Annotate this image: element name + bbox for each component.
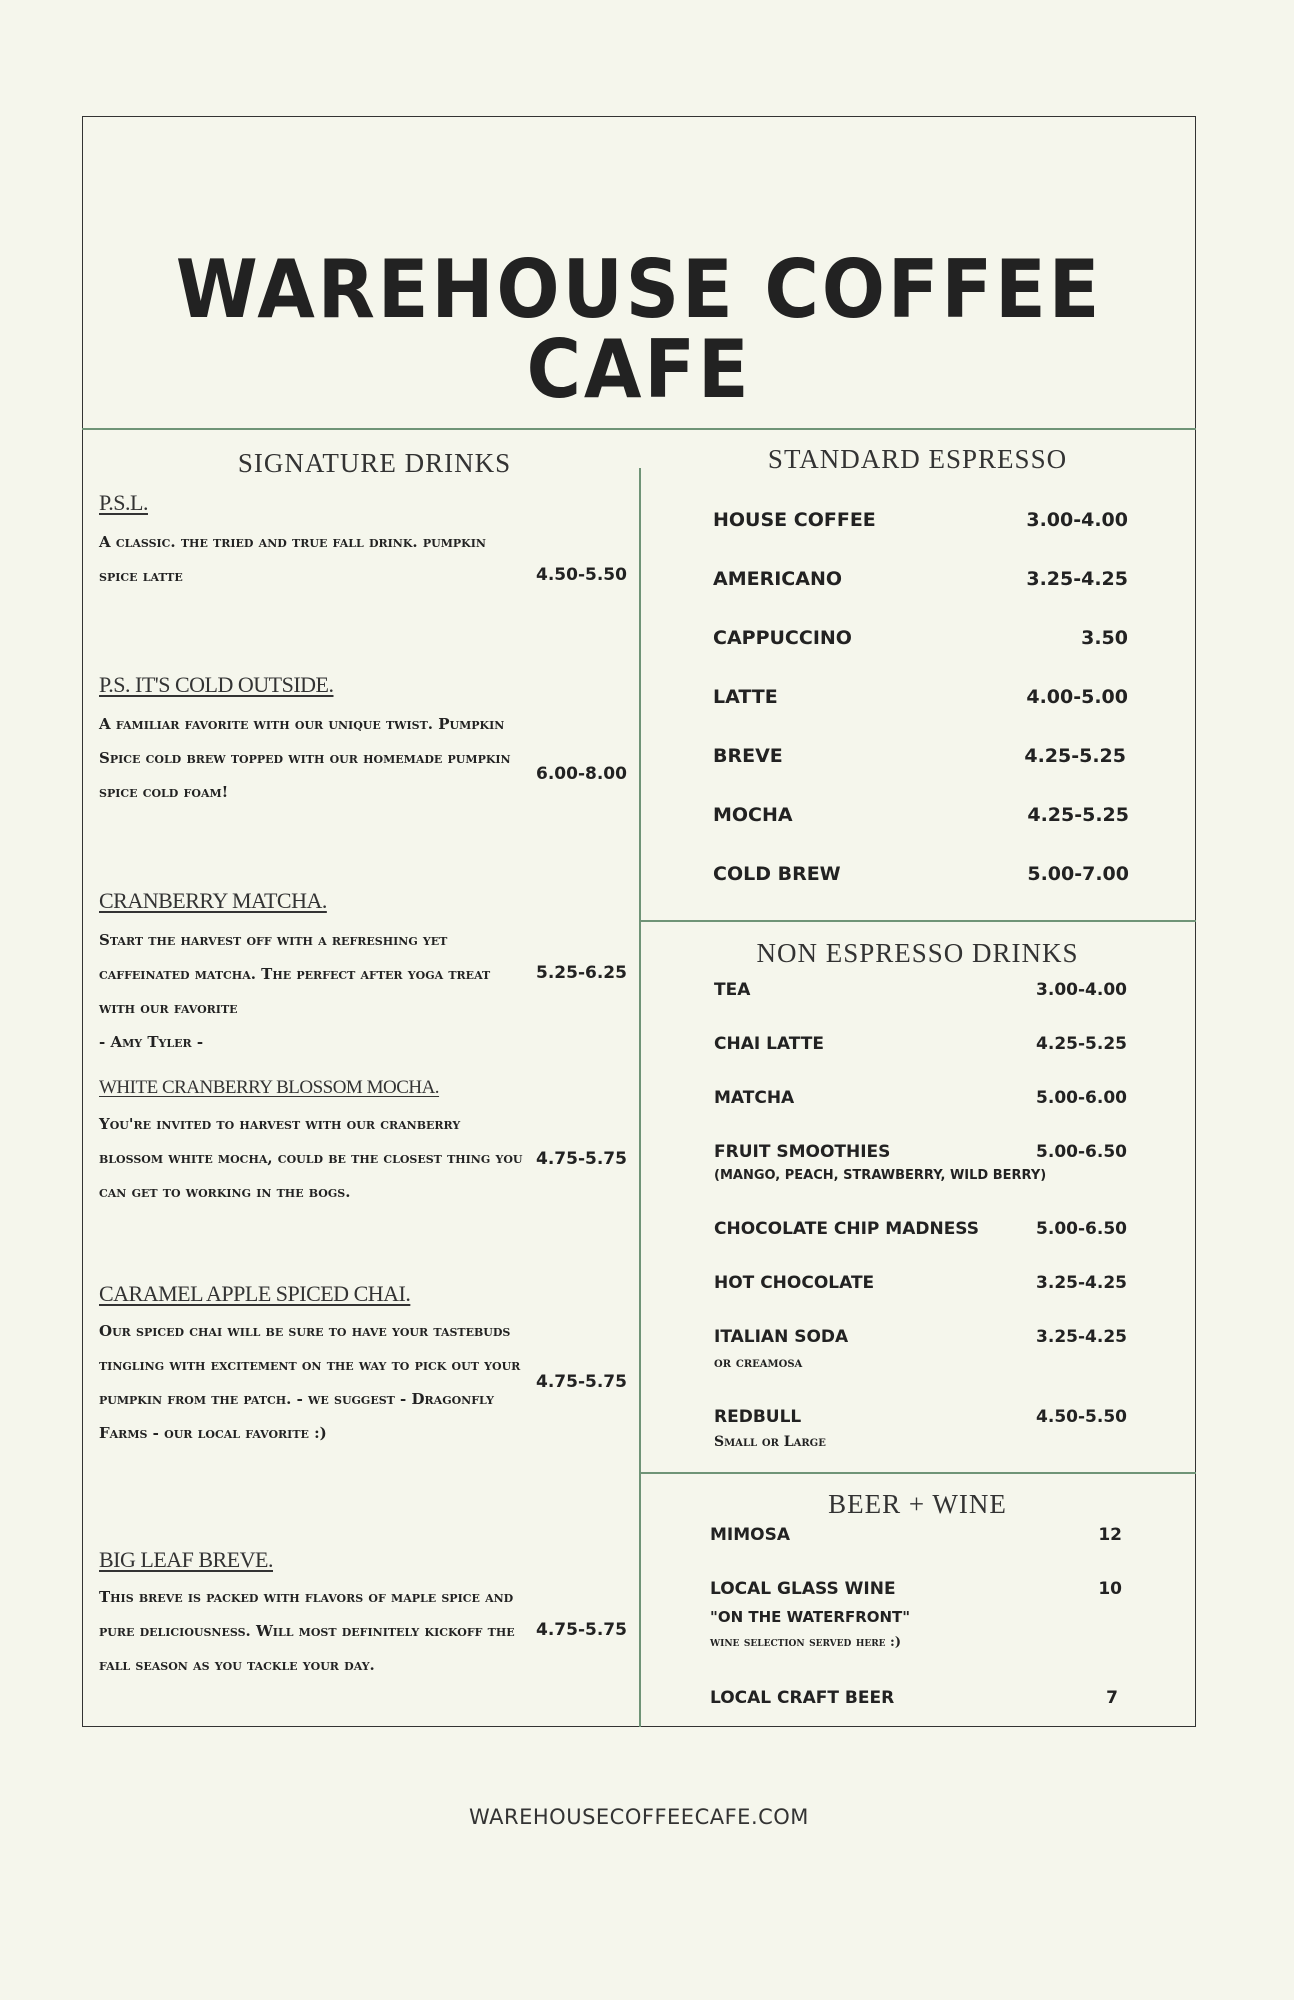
- sig-item-name: CARAMEL APPLE SPICED CHAI.: [99, 1281, 411, 1306]
- espresso-heading: STANDARD ESPRESSO: [767, 444, 1068, 474]
- signature-heading: SIGNATURE DRINKS: [237, 448, 512, 478]
- non-espresso-item-name: TEA: [714, 980, 751, 1000]
- beer-wine-item-price: 10: [1098, 1579, 1122, 1599]
- espresso-item-price: 3.25-4.25: [1026, 568, 1128, 590]
- sig-item-name: P.S. IT'S COLD OUTSIDE.: [99, 672, 334, 697]
- non-espresso-item-price: 4.25-5.25: [1036, 1034, 1127, 1054]
- espresso-item-name: MOCHA: [713, 804, 793, 826]
- espresso-item-price: 4.00-5.00: [1026, 686, 1128, 708]
- sig-item-price: 4.75-5.75: [536, 1620, 627, 1640]
- non-espresso-heading: NON ESPRESSO DRINKS: [756, 938, 1079, 968]
- espresso-item-name: HOUSE COFFEE: [713, 509, 876, 531]
- espresso-divider: [639, 920, 1196, 922]
- non-espresso-item-name: MATCHA: [714, 1088, 795, 1108]
- sig-item-desc: You're invited to harvest with our cranberry blossom white mocha, could be the closest thing you can get to working in the bogs.: [99, 1115, 523, 1201]
- cafe-title: WAREHOUSE COFFEE CAFE: [175, 243, 1103, 416]
- non-espresso-item-price: 3.00-4.00: [1036, 980, 1127, 1000]
- non-espresso-item-price: 3.25-4.25: [1036, 1327, 1127, 1347]
- non-espresso-divider: [639, 1472, 1196, 1474]
- non-espresso-item-note: Small or Large: [714, 1434, 826, 1450]
- beer-wine-heading: BEER + WINE: [828, 1489, 1007, 1519]
- sig-item-price: 4.75-5.75: [536, 1372, 627, 1392]
- non-espresso-item-name: CHOCOLATE CHIP MADNESS: [714, 1219, 980, 1239]
- espresso-item-price: 4.25-5.25: [1027, 804, 1129, 826]
- non-espresso-item-price: 4.50-5.50: [1036, 1407, 1127, 1427]
- sig-item-desc: Start the harvest off with a refreshing yet caffeinated matcha. The perfect after yoga treat with our favorite: [99, 931, 491, 1017]
- non-espresso-item-name: CHAI LATTE: [714, 1034, 824, 1054]
- non-espresso-item-price: 5.00-6.00: [1036, 1088, 1127, 1108]
- sig-item-desc: A familiar favorite with our unique twist. Pumpkin Spice cold brew topped with our homemade pumpkin spice cold foam!: [99, 715, 511, 801]
- beer-wine-item-price: 12: [1098, 1525, 1122, 1545]
- espresso-item-price: 5.00-7.00: [1027, 863, 1129, 885]
- sig-item-price: 6.00-8.00: [536, 764, 627, 784]
- non-espresso-item-name: FRUIT SMOOTHIES: [714, 1142, 891, 1162]
- espresso-item-name: BREVE: [713, 745, 783, 767]
- non-espresso-item-price: 5.00-6.50: [1036, 1142, 1127, 1162]
- sig-item-price: 4.75-5.75: [536, 1149, 627, 1169]
- espresso-item-name: LATTE: [713, 686, 778, 708]
- sig-item-name: BIG LEAF BREVE.: [99, 1547, 273, 1572]
- beer-wine-item-name: LOCAL GLASS WINE: [710, 1579, 896, 1599]
- espresso-item-name: AMERICANO: [713, 568, 842, 590]
- sig-item-price: 5.25-6.25: [536, 963, 627, 983]
- sig-item-name: CRANBERRY MATCHA.: [99, 888, 327, 913]
- espresso-item-price: 3.00-4.00: [1026, 509, 1128, 531]
- espresso-item-name: COLD BREW: [713, 863, 841, 885]
- non-espresso-item-price: 5.00-6.50: [1036, 1219, 1127, 1239]
- espresso-item-name: CAPPUCCINO: [713, 627, 852, 649]
- beer-wine-item-name: MIMOSA: [710, 1525, 791, 1545]
- beer-wine-item-name: LOCAL CRAFT BEER: [710, 1688, 895, 1708]
- non-espresso-item-note: or creamosa: [714, 1355, 803, 1371]
- non-espresso-item-price: 3.25-4.25: [1036, 1273, 1127, 1293]
- sig-item-name: WHITE CRANBERRY BLOSSOM MOCHA.: [99, 1077, 440, 1098]
- non-espresso-item-name: REDBULL: [714, 1407, 802, 1427]
- beer-wine-item-note: wine selection served here :): [710, 1635, 902, 1650]
- column-divider: [639, 468, 641, 1727]
- espresso-item-price: 3.50: [1081, 627, 1128, 649]
- sig-item-extra: - Amy Tyler -: [99, 1033, 204, 1051]
- sig-item-desc: This breve is packed with flavors of maple spice and pure deliciousness. Will most definitely kickoff the fall season as you tackle your day.: [99, 1588, 515, 1674]
- beer-wine-item-note: "ON THE WATERFRONT": [710, 1608, 911, 1626]
- sig-item-desc: Our spiced chai will be sure to have your tastebuds tingling with excitement on the way to pick out your pumpkin from the patch. - we suggest - Dragonfly Farms - our local favorite :): [99, 1322, 521, 1442]
- sig-item-price: 4.50-5.50: [536, 565, 627, 585]
- beer-wine-item-price: 7: [1106, 1688, 1118, 1708]
- espresso-item-price: 4.25-5.25: [1024, 745, 1126, 767]
- non-espresso-item-name: ITALIAN SODA: [714, 1327, 849, 1347]
- non-espresso-item-name: HOT CHOCOLATE: [714, 1273, 875, 1293]
- sig-item-desc: A classic. the tried and true fall drink. pumpkin spice latte: [99, 533, 486, 585]
- website-url: WAREHOUSECOFFEECAFE.COM: [469, 1805, 809, 1829]
- sig-item-name: P.S.L.: [99, 490, 148, 515]
- non-espresso-item-note: (MANGO, PEACH, STRAWBERRY, WILD BERRY): [714, 1168, 1047, 1183]
- title-divider: [82, 428, 1196, 430]
